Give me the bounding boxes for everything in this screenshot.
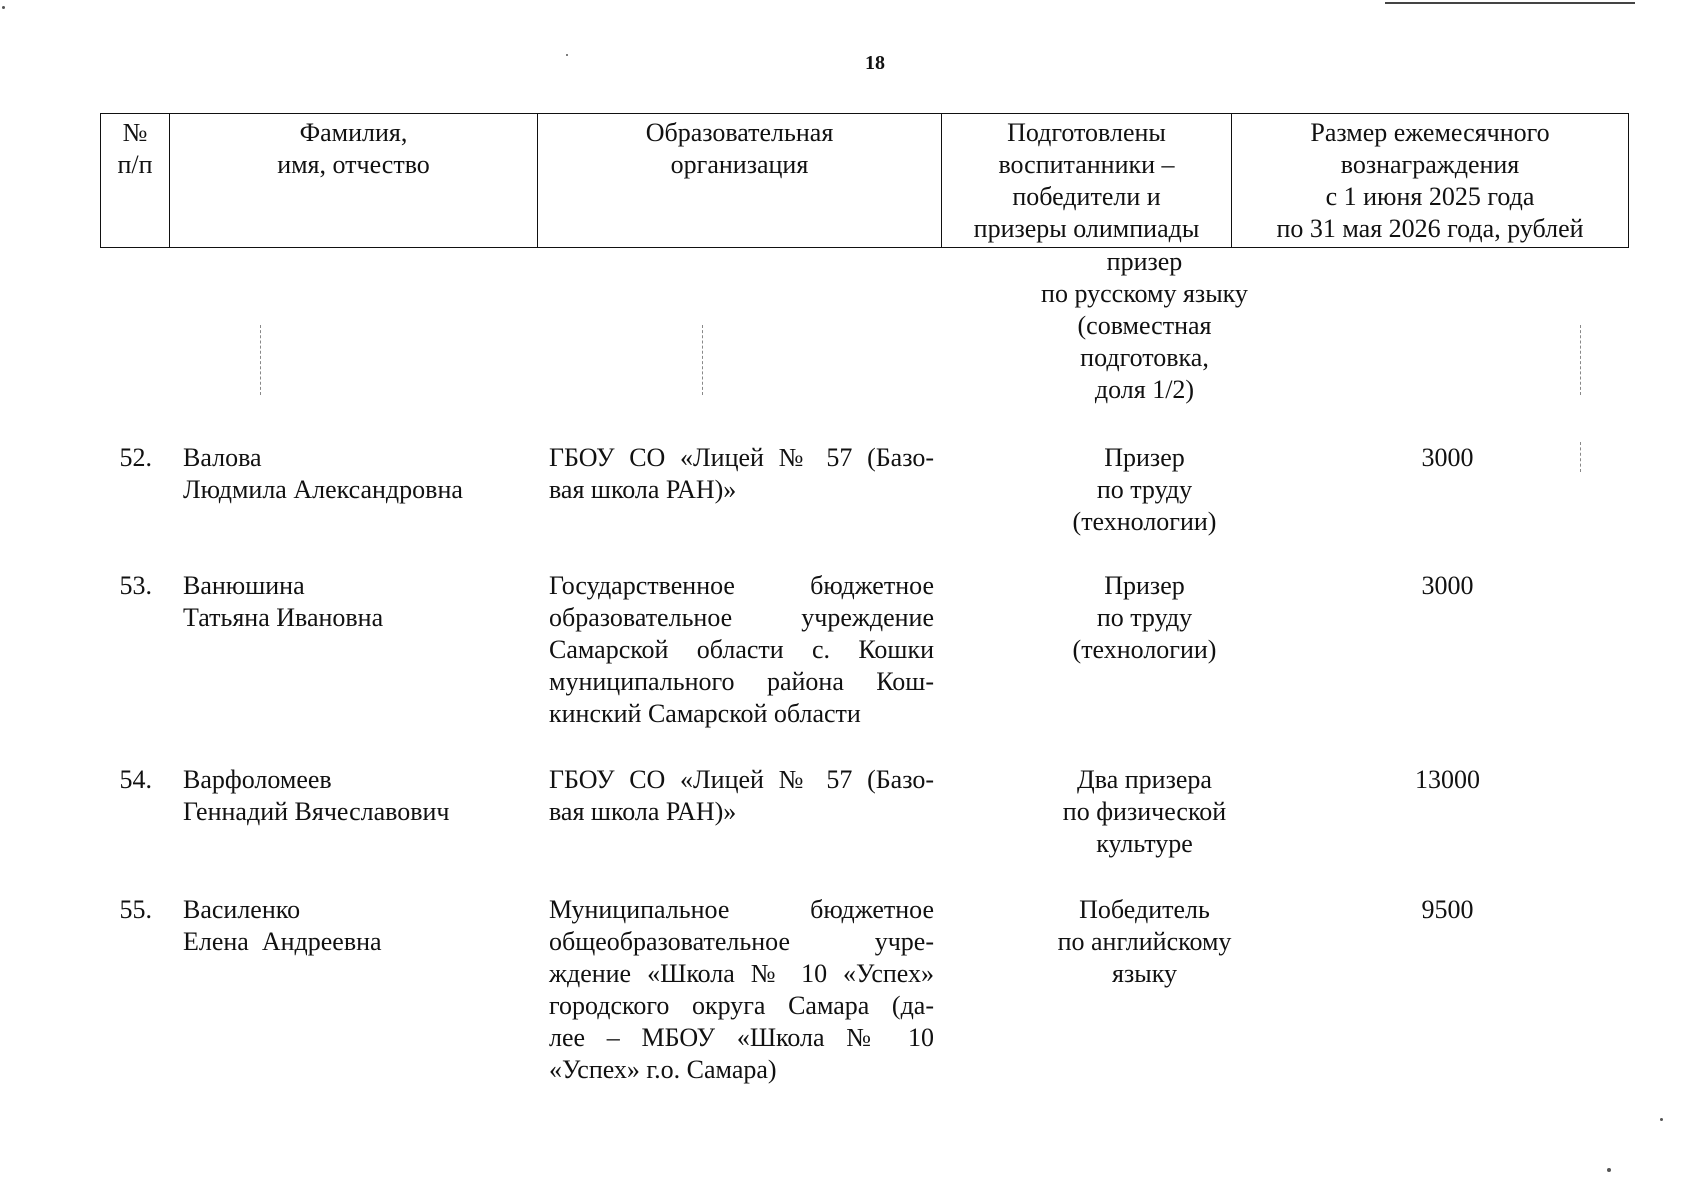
organization-cell xyxy=(549,764,934,828)
name-line: Валова xyxy=(183,443,262,472)
award-line: (совместная xyxy=(1077,311,1212,340)
org-line: вая школа РАН)» xyxy=(549,797,737,826)
award-line: доля 1/2) xyxy=(1094,375,1195,404)
name-line: Варфоломеев xyxy=(183,765,332,794)
header-line: вознаграждения xyxy=(1340,150,1520,179)
header-line: с 1 июня 2025 года xyxy=(1325,182,1535,211)
name-line: Елена Андреевна xyxy=(183,927,382,956)
org-line: Самарской области с. Кошки xyxy=(549,635,934,664)
award-line: по труду xyxy=(1096,603,1193,632)
reward-amount: 9500 xyxy=(1421,895,1474,924)
org-line: «Успех» г.о. Самара) xyxy=(549,1055,777,1084)
name-line: Татьяна Ивановна xyxy=(183,603,384,632)
reward-amount: 3000 xyxy=(1421,571,1474,600)
row-number: 55. xyxy=(119,895,152,924)
award-line: по английскому xyxy=(1057,927,1232,956)
header-prepared xyxy=(942,114,1232,248)
page-number: 18 xyxy=(865,52,885,74)
header-line: имя, отчество xyxy=(277,150,430,179)
award-cell xyxy=(967,570,1322,666)
award-line: подготовка, xyxy=(1080,343,1209,372)
row-number: 52. xyxy=(119,443,152,472)
header-line: по 31 мая 2026 года, рублей xyxy=(1276,214,1584,243)
award-line: призер xyxy=(1106,247,1183,276)
reward-amount: 3000 xyxy=(1421,443,1474,472)
scan-speck xyxy=(1607,1168,1611,1172)
org-line: вая школа РАН)» xyxy=(549,475,737,504)
row-number: 53. xyxy=(119,571,152,600)
award-line: (технологии) xyxy=(1072,507,1217,536)
scan-edge-line xyxy=(1385,2,1635,4)
header-line: Подготовлены xyxy=(1007,118,1166,147)
reward-amount: 13000 xyxy=(1415,765,1480,794)
award-line: культуре xyxy=(1096,829,1193,858)
header-line: организация xyxy=(670,150,809,179)
award-cell xyxy=(967,894,1322,990)
header-line: Фамилия, xyxy=(299,118,408,147)
header-name xyxy=(170,114,538,248)
organization-cell xyxy=(549,894,934,1086)
person-name xyxy=(183,894,513,958)
scan-speck xyxy=(2,6,5,9)
name-line: Людмила Александровна xyxy=(183,475,463,504)
header-line: победители и xyxy=(1012,182,1161,211)
table-header xyxy=(100,113,1629,248)
header-reward xyxy=(1232,114,1629,248)
name-line: Геннадий Вячеславович xyxy=(183,797,450,826)
org-line: городского округа Самара (да- xyxy=(549,991,934,1020)
award-line: Призер xyxy=(1104,443,1185,472)
org-line: ГБОУ СО «Лицей № 57 (Базо- xyxy=(549,765,934,794)
scan-speck xyxy=(1660,1118,1663,1121)
org-line: ГБОУ СО «Лицей № 57 (Базо- xyxy=(549,443,934,472)
org-line: муниципального района Кош- xyxy=(549,667,934,696)
person-name xyxy=(183,764,513,828)
header-line: № xyxy=(122,118,148,147)
name-line: Ванюшина xyxy=(183,571,305,600)
header-line: воспитанники – xyxy=(998,150,1175,179)
person-name xyxy=(183,570,513,634)
award-cell xyxy=(967,764,1322,860)
award-line: по физической xyxy=(1062,797,1227,826)
award-cell xyxy=(967,246,1322,406)
row-number: 54. xyxy=(119,765,152,794)
org-line: образовательное учреждение xyxy=(549,603,934,632)
org-line: кинский Самарской области xyxy=(549,699,861,728)
award-line: Победитель xyxy=(1079,895,1210,924)
org-line: общеобразовательное учре- xyxy=(549,927,934,956)
header-line: Размер ежемесячного xyxy=(1310,118,1550,147)
header-line: Образовательная xyxy=(645,118,834,147)
person-name xyxy=(183,442,513,506)
award-line: Призер xyxy=(1104,571,1185,600)
organization-cell xyxy=(549,570,934,730)
org-line: Государственное бюджетное xyxy=(549,571,934,600)
header-line: п/п xyxy=(117,150,153,179)
org-line: лее – МБОУ «Школа № 10 xyxy=(549,1023,934,1052)
header-number xyxy=(101,114,170,248)
scan-dash-mark xyxy=(702,325,703,395)
org-line: Муниципальное бюджетное xyxy=(549,895,934,924)
award-cell xyxy=(967,442,1322,538)
org-line: ждение «Школа № 10 «Успех» xyxy=(549,959,934,988)
header-organization xyxy=(538,114,942,248)
award-line: Два призера xyxy=(1077,765,1212,794)
award-line: языку xyxy=(1112,959,1177,988)
header-line: призеры олимпиады xyxy=(973,214,1200,243)
award-line: (технологии) xyxy=(1072,635,1217,664)
name-line: Василенко xyxy=(183,895,301,924)
scan-dash-mark xyxy=(1580,325,1581,395)
award-line: по русскому языку xyxy=(1041,279,1248,308)
organization-cell xyxy=(549,442,934,506)
award-line: по труду xyxy=(1096,475,1193,504)
scan-dash-mark xyxy=(260,325,261,395)
